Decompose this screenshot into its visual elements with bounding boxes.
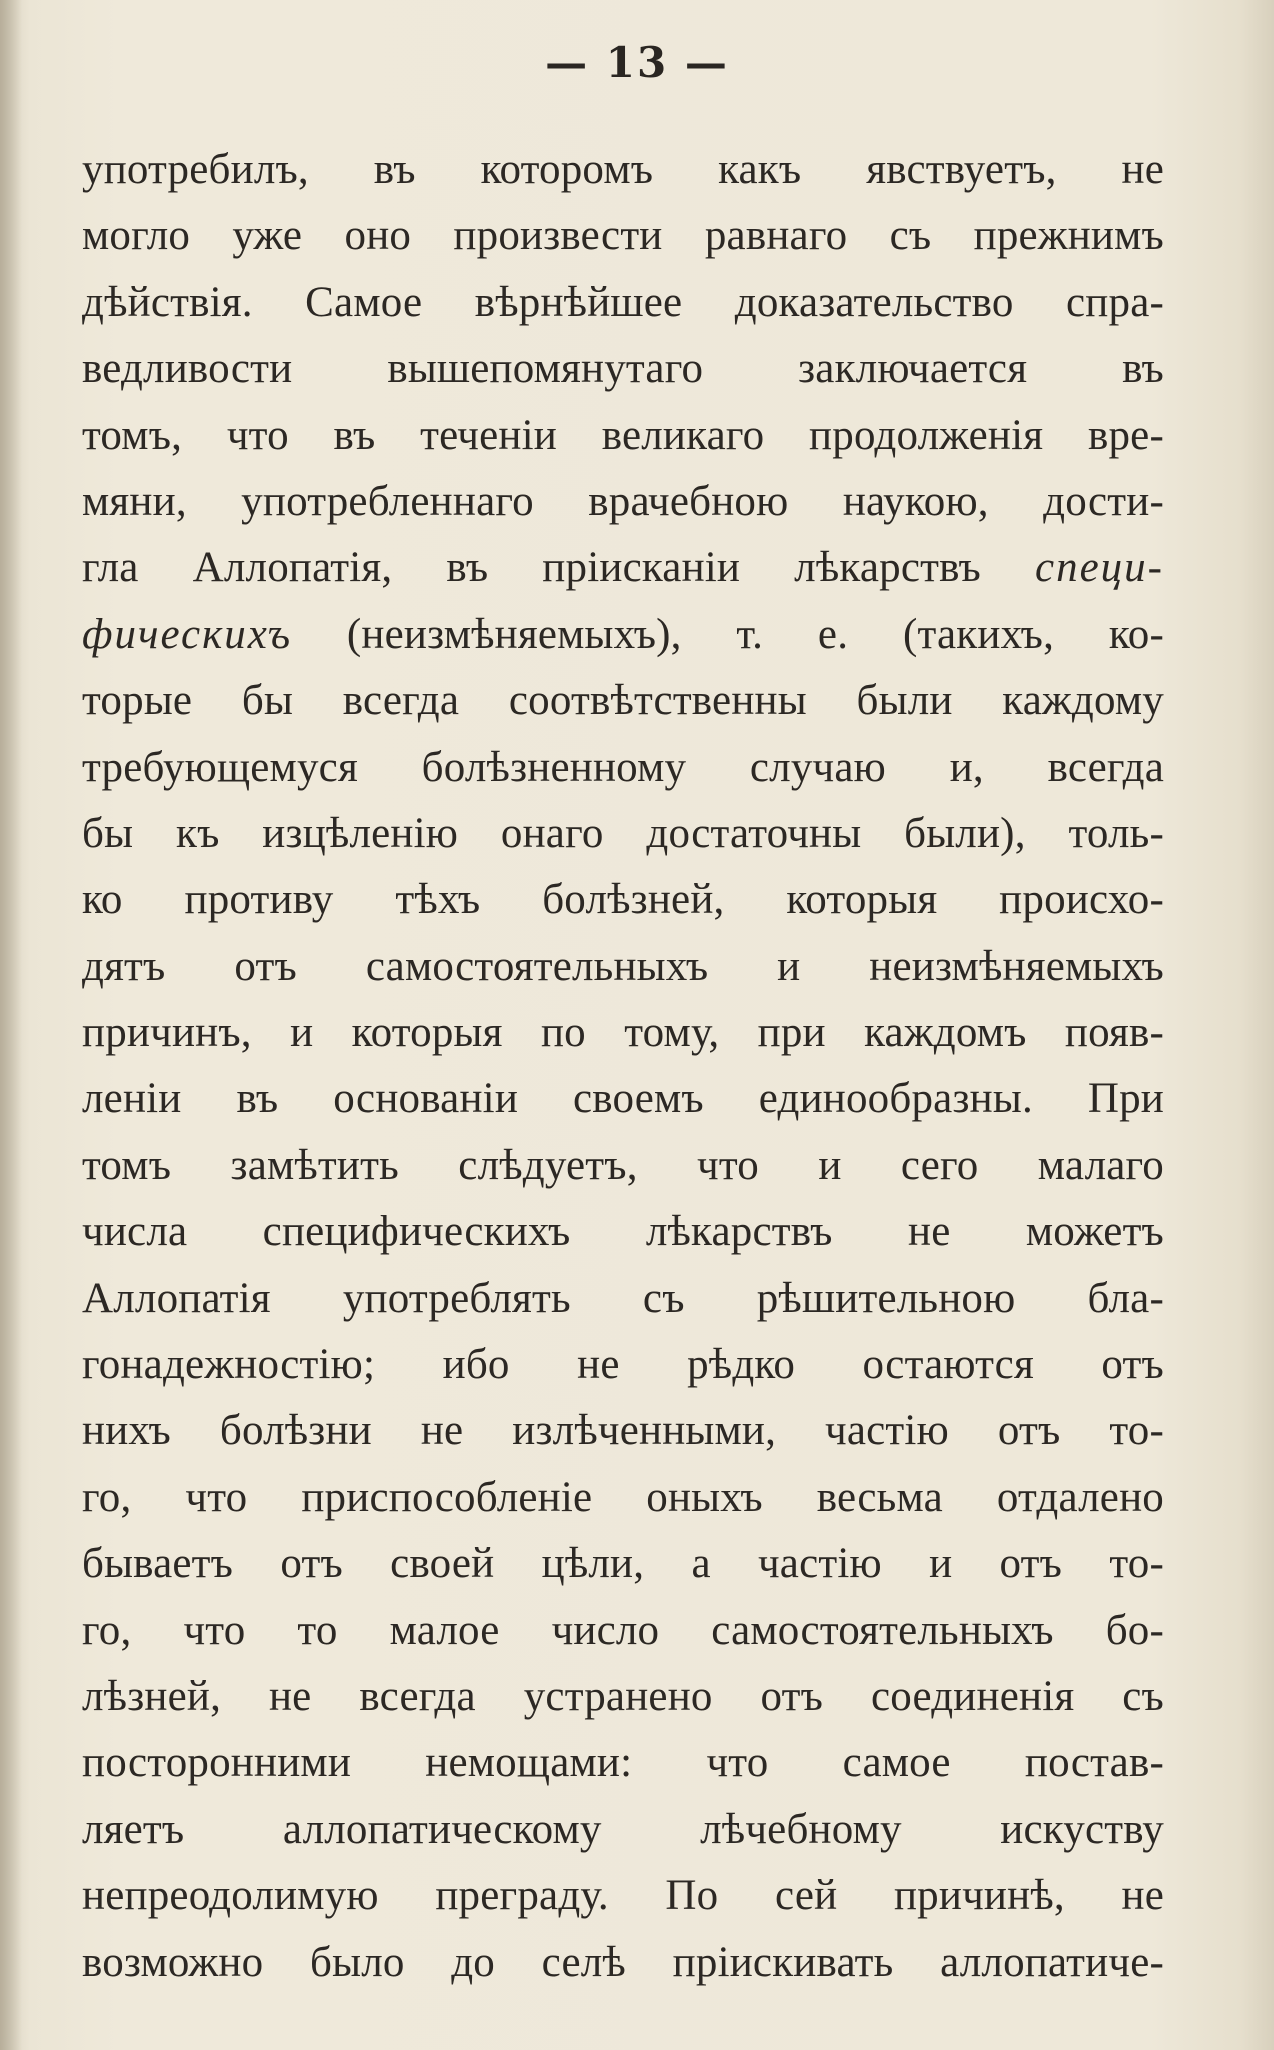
text-line-21: го, что приспособленіе оныхъ весьма отдалено bbox=[82, 1473, 1164, 1521]
text-line-8-roman: (неизмѣняемыхъ), т. е. (такихъ, ко- bbox=[292, 610, 1164, 658]
text-line-4: ведливости вышепомянутаго заключается въ bbox=[82, 345, 1164, 393]
text-line-18: Аллопатія употреблять съ рѣшительною бла- bbox=[82, 1274, 1164, 1322]
text-line-14: причинъ, и которыя по тому, при каждомъ появ- bbox=[82, 1009, 1164, 1057]
text-line-7 bbox=[82, 535, 1164, 601]
text-line-15: леніи въ основаніи своемъ единообразны. При bbox=[82, 1075, 1164, 1123]
text-line-7-roman: гла Аллопатія, въ пріисканіи лѣкарствъ bbox=[82, 544, 1035, 592]
text-line-28: возможно было до селѣ пріискивать аллопатиче- bbox=[82, 1938, 1164, 1986]
text-line-10: требующемуся болѣзненному случаю и, всегда bbox=[82, 743, 1164, 791]
text-line-8-italic: фическихъ bbox=[82, 610, 293, 658]
text-line-27: непреодолимую преграду. По сей причинѣ, не bbox=[82, 1872, 1164, 1920]
text-line-20: нихъ болѣзни не излѣченными, частію отъ то- bbox=[82, 1407, 1164, 1455]
text-line-2: могло уже оно произвести равнаго съ прежнимъ bbox=[82, 212, 1164, 260]
text-line-24: лѣзней, не всегда устранено отъ соединенія съ bbox=[82, 1672, 1164, 1720]
text-line-8 bbox=[82, 602, 1164, 668]
text-line-17: числа специфическихъ лѣкарствъ не можетъ bbox=[82, 1208, 1164, 1256]
text-line-26: ляетъ аллопатическому лѣчебному искуству bbox=[82, 1805, 1164, 1853]
text-line-3: дѣйствія. Самое вѣрнѣйшее доказательство спра- bbox=[82, 278, 1164, 326]
text-line-12: ко противу тѣхъ болѣзней, которыя происхо- bbox=[82, 876, 1164, 924]
page-number: — 13 — bbox=[545, 38, 729, 87]
text-line-19: гонадежностію; ибо не рѣдко остаются отъ bbox=[82, 1341, 1164, 1389]
text-line-16: томъ замѣтить слѣдуетъ, что и сего малаго bbox=[82, 1141, 1164, 1189]
text-line-9: торые бы всегда соотвѣтственны были каждому bbox=[82, 677, 1164, 725]
body-text bbox=[82, 137, 1164, 1996]
text-line-7-italic: специ- bbox=[1035, 544, 1164, 592]
text-line-13: дятъ отъ самостоятельныхъ и неизмѣняемыхъ bbox=[82, 942, 1164, 990]
text-line-11: бы къ изцѣленію онаго достаточны были), толь- bbox=[82, 809, 1164, 857]
text-line-6: мяни, употребленнаго врачебною наукою, дости- bbox=[82, 477, 1164, 525]
text-line-22: бываетъ отъ своей цѣли, а частію и отъ то- bbox=[82, 1540, 1164, 1588]
text-line-5: томъ, что въ теченіи великаго продолженія вре- bbox=[82, 411, 1164, 459]
text-line-23: го, что то малое число самостоятельныхъ бо- bbox=[82, 1606, 1164, 1654]
text-line-25: посторонними немощами: что самое постав- bbox=[82, 1739, 1164, 1787]
text-line-1: употребилъ, въ которомъ какъ явствуетъ, не bbox=[82, 146, 1164, 193]
